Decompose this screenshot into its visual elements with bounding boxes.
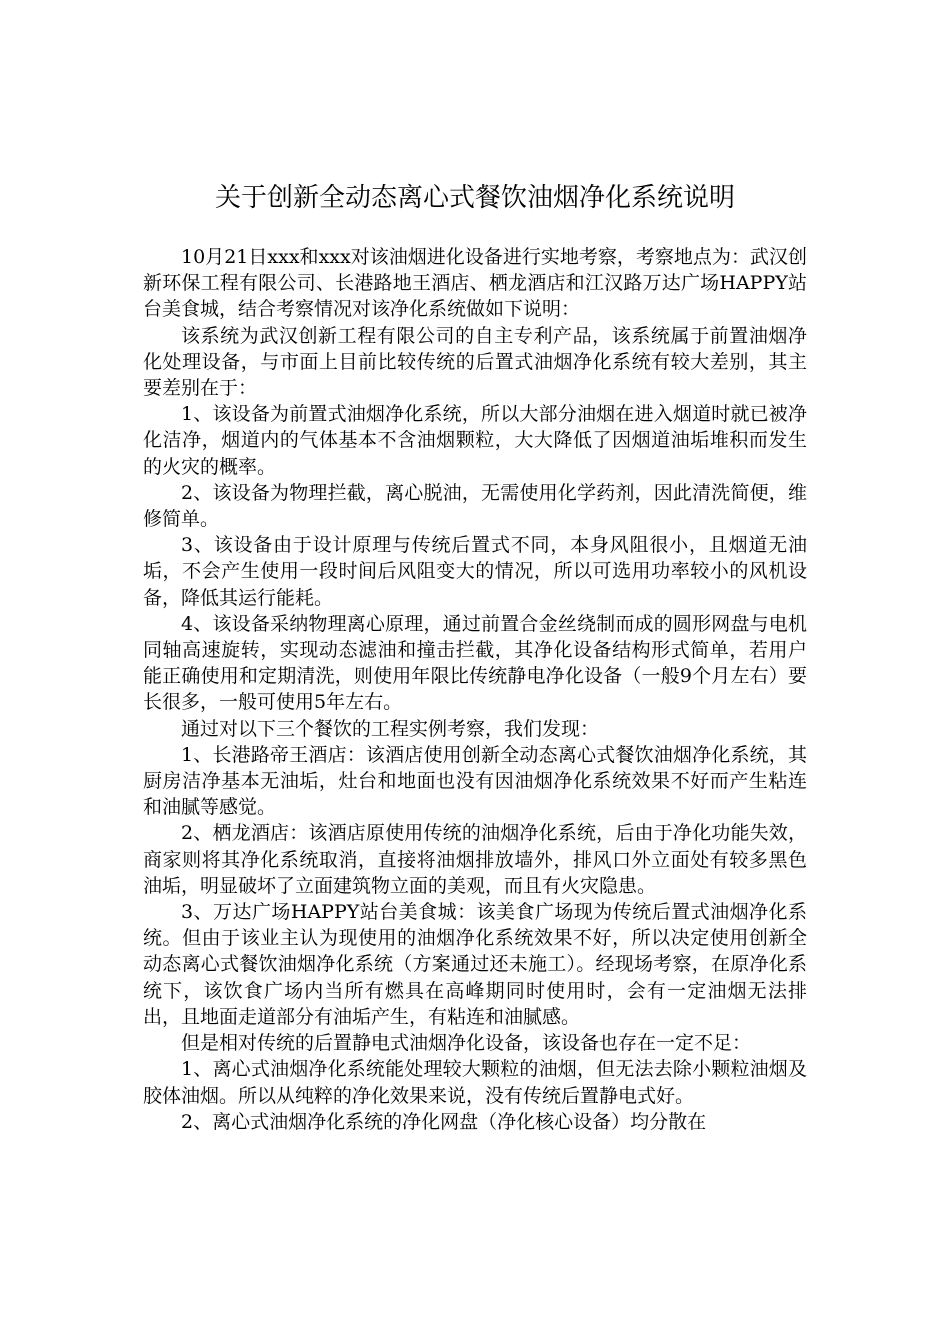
document-title: 关于创新全动态离心式餐饮油烟净化系统说明 [214, 183, 735, 213]
paragraph-difference-2: 2、该设备为物理拦截，离心脱油，无需使用化学药剂，因此清洗简便，维修简单。 [143, 481, 807, 531]
paragraph-shortcoming-2: 2、离心式油烟净化系统的净化网盘（净化核心设备）均分散在 [181, 1110, 707, 1133]
paragraph-case-2: 2、栖龙酒店：该酒店原使用传统的油烟净化系统，后由于净化功能失效，商家则将其净化系统取消，直接将油烟排放墙外，排风口外立面处有较多黑色油垢，明显破坏了立面建筑物立面的美观，而且有火灾隐患。 [143, 822, 807, 897]
paragraph-difference-3: 3、该设备由于设计原理与传统后置式不同，本身风阻很小，且烟道无油垢，不会产生使用一段时间后风阻变大的情况，所以可选用功率较小的风机设备，降低其运行能耗。 [143, 534, 807, 609]
paragraph-difference-1: 1、该设备为前置式油烟净化系统，所以大部分油烟在进入烟道时就已被净化洁净，烟道内的气体基本不含油烟颗粒，大大降低了因烟道油垢堆积而发生的火灾的概率。 [143, 403, 807, 478]
paragraph-case-3: 3、万达广场HAPPY站台美食城：该美食广场现为传统后置式油烟净化系统。但由于该业主认为现使用的油烟净化系统效果不好，所以决定使用创新全动态离心式餐饮油烟净化系统（方案通过还未施工）。经现场考察，在原净化系统下，该饮食广场内当所有燃具在高峰期同时使用时，会有一定油烟无法排出，且地面走道部分有油垢产生，有粘连和油腻感。 [143, 901, 807, 1028]
paragraph-intro: 10月21日xxx和xxx对该油烟进化设备进行实地考察，考察地点为：武汉创新环保工程有限公司、长港路地王酒店、栖龙酒店和江汉路万达广场HAPPY站台美食城，结合考察情况对该净化系统做如下说明： [143, 246, 807, 321]
paragraph-case-1: 1、长港路帝王酒店：该酒店使用创新全动态离心式餐饮油烟净化系统，其厨房洁净基本无油垢，灶台和地面也没有因油烟净化系统效果不好而产生粘连和油腻等感觉。 [143, 743, 807, 819]
paragraph-cases-intro: 通过对以下三个餐饮的工程实例考察，我们发现： [181, 717, 600, 740]
paragraph-difference-4: 4、该设备采纳物理离心原理，通过前置合金丝绕制而成的圆形网盘与电机同轴高速旋转，实现动态滤油和撞击拦截，其净化设备结构形式简单，若用户能正确使用和定期清洗，则使用年限比传统静电净化设备（一般9个月左右）要长很多，一般可使用5年左右。 [143, 612, 807, 714]
paragraph-shortcoming-1: 1、离心式油烟净化系统能处理较大颗粒的油烟，但无法去除小颗粒油烟及胶体油烟。所以从纯粹的净化效果来说，没有传统后置静电式好。 [143, 1058, 807, 1107]
paragraph-shortcomings-intro: 但是相对传统的后置静电式油烟净化设备，该设备也存在一定不足： [181, 1032, 752, 1055]
paragraph-system-overview: 该系统为武汉创新工程有限公司的自主专利产品，该系统属于前置油烟净化处理设备，与市面上目前比较传统的后置式油烟净化系统有较大差别，其主要差别在于： [143, 324, 807, 400]
document-body [143, 244, 807, 1135]
